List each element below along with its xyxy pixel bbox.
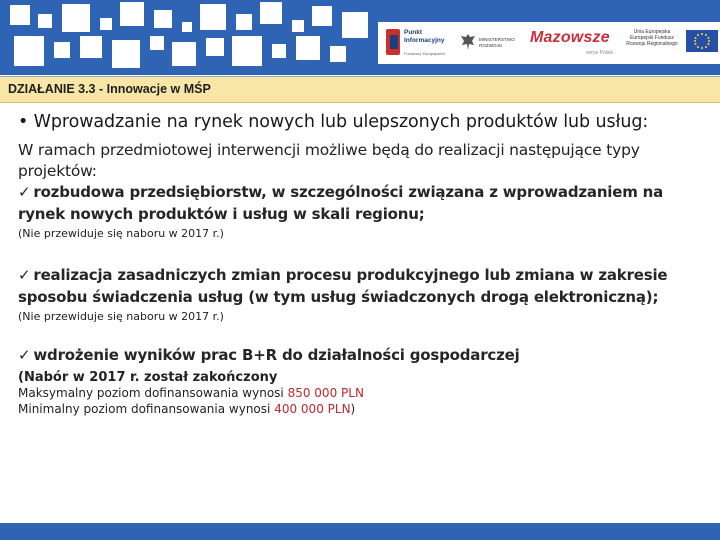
decor-square [312, 6, 332, 26]
min-funding-close: ) [350, 401, 356, 416]
list-item-text: rozbudowa przedsiębiorstw, w szczególności związana z wprowadzaniem na rynek nowych produktów i usług w skali regionu; [18, 183, 664, 223]
decor-square [260, 2, 282, 24]
decor-square [10, 5, 30, 25]
ministry-logo-text [479, 37, 523, 49]
footer-bar [0, 523, 720, 540]
eagle-emblem-icon [460, 33, 476, 51]
ministry-logo-line2: ROZWOJU [479, 43, 503, 48]
slide-content [18, 111, 708, 417]
max-funding-value: 850 000 PLN [287, 386, 364, 400]
decor-square [236, 14, 252, 30]
decor-square [272, 44, 286, 58]
eu-logo-line3: Rozwoju Regionalnego [626, 41, 678, 48]
decor-square [150, 36, 164, 50]
decor-square [14, 36, 44, 66]
list-item [18, 264, 708, 308]
punkt-logo-line1: Punkt [404, 29, 423, 36]
min-funding-line [18, 402, 708, 418]
decor-square [38, 14, 52, 28]
decor-square [112, 40, 140, 68]
min-funding-label: Minimalny poziom dofinansowania wynosi [18, 401, 271, 416]
decor-square [200, 4, 226, 30]
checkmark-icon: ✓ [18, 266, 31, 284]
eu-flag-icon [686, 30, 718, 52]
eu-logo-text [626, 29, 678, 48]
logo-strip [378, 22, 720, 64]
punkt-logo-text [404, 29, 454, 44]
decor-square [172, 42, 196, 66]
punkt-logo-sub: Funduszy Europejskich [404, 51, 446, 56]
list-item [18, 181, 708, 225]
decor-square [100, 18, 112, 30]
decor-square [154, 10, 172, 28]
section-heading: • Wprowadzanie na rynek nowych lub ulepszonych produktów lub usług: [18, 112, 649, 132]
decor-square [342, 12, 368, 38]
spacer [18, 241, 708, 264]
decor-square [292, 20, 304, 32]
eu-logo [626, 27, 718, 59]
decor-square [182, 22, 192, 32]
decor-square [120, 2, 144, 26]
max-funding-label: Maksymalny poziom dofinansowania wynosi [18, 386, 284, 400]
eu-logo-line2: Europejski Fundusz [630, 35, 674, 42]
action-title: DZIAŁANIE 3.3 - Innowacje w MŚP [8, 82, 211, 96]
checkmark-icon: ✓ [18, 183, 31, 201]
decor-square [54, 42, 70, 58]
intro-paragraph: W ramach przedmiotowej interwencji możliwe będą do realizacji następujące typy projektów: [18, 141, 640, 180]
ministry-logo-line1: MINISTERSTWO [479, 37, 515, 42]
list-item-text: realizacja zasadniczych zmian procesu produkcyjnego lub zmiana w zakresie sposobu świadczenia usług (w tym usług świadczonych drogą elektroniczną); [18, 266, 668, 306]
max-funding-line [18, 386, 708, 402]
spacer [18, 324, 708, 344]
decor-square [296, 36, 320, 60]
ministry-logo [460, 27, 522, 59]
list-item [18, 344, 708, 366]
action-title-bar [0, 76, 720, 103]
punkt-informacyjny-logo [386, 27, 450, 59]
list-item-note: (Nie przewiduje się naboru w 2017 r.) [18, 310, 224, 323]
decor-square [80, 36, 102, 58]
punkt-logo-line2: Informacyjny [404, 36, 445, 44]
header-banner [0, 0, 720, 75]
mazowsze-logo [530, 27, 622, 59]
decor-square [330, 46, 346, 62]
decor-square [206, 38, 224, 56]
decor-square [232, 36, 262, 66]
mazowsze-logo-tagline: serce Polski [586, 50, 613, 56]
list-item-note: (Nabór w 2017 r. został zakończony [18, 370, 278, 385]
fe-mark-icon [386, 29, 400, 55]
list-item-note: (Nie przewiduje się naboru w 2017 r.) [18, 227, 224, 240]
eu-logo-line1: Unia Europejska [633, 29, 671, 35]
decor-square [62, 4, 90, 32]
list-item-text: wdrożenie wyników prac B+R do działalności gospodarczej [33, 346, 520, 364]
min-funding-value: 400 000 PLN [274, 401, 351, 416]
checkmark-icon: ✓ [18, 346, 31, 364]
mazowsze-logo-name: Mazowsze [530, 29, 610, 46]
